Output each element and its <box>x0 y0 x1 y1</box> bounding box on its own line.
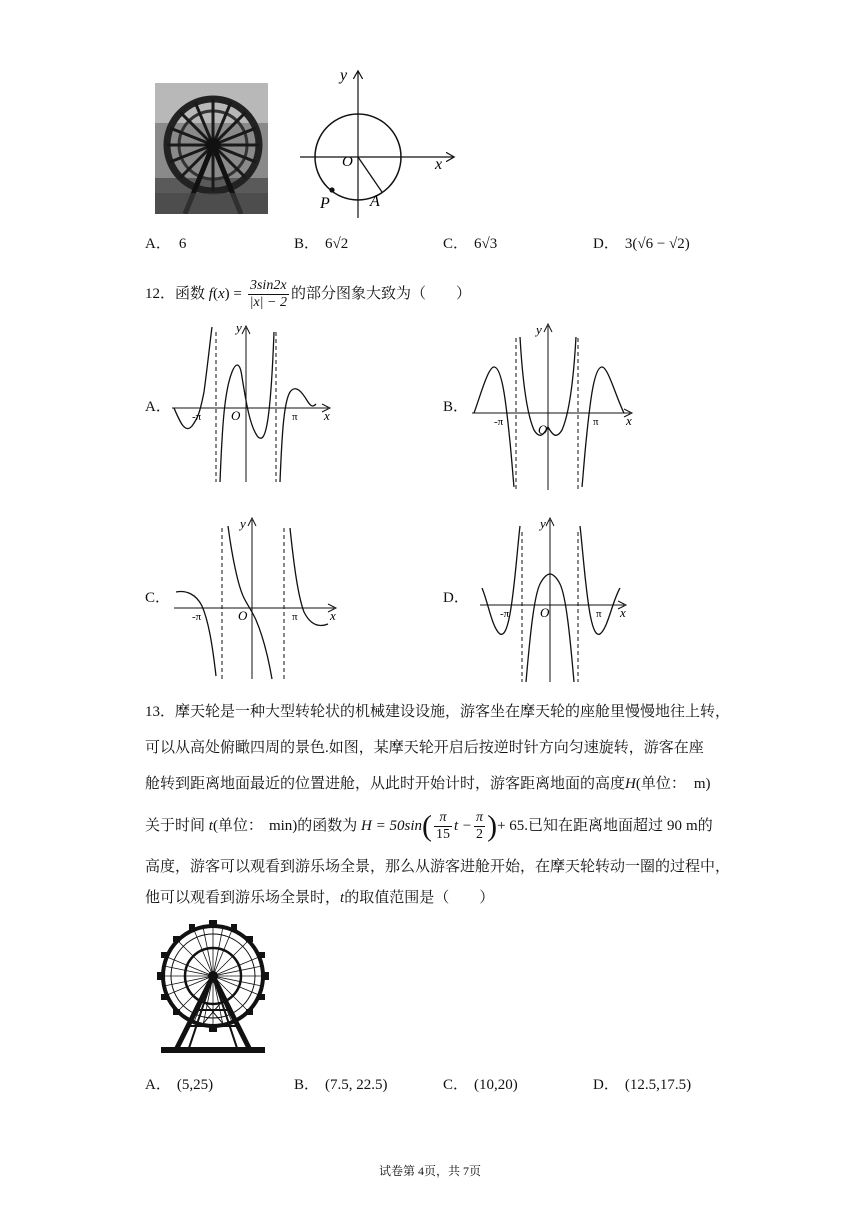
fraction-numerator: π <box>476 810 484 826</box>
fraction-numerator: π <box>434 810 452 827</box>
option-value: (12.5,17.5) <box>624 1077 692 1093</box>
fraction-numerator: 3sin2x <box>248 278 289 295</box>
origin-label: O <box>231 408 241 423</box>
page-footer: 试卷第 4页，共 7页 <box>378 1164 481 1178</box>
fraction-denominator: |x| − 2 <box>249 295 287 310</box>
y-axis-label: y <box>536 322 542 337</box>
unit-circle-diagram <box>298 68 458 218</box>
stem-text: 的 <box>697 818 713 834</box>
height-value: 90 <box>667 818 683 834</box>
x-axis-label: x <box>620 605 626 620</box>
point-a-label: A <box>370 193 380 210</box>
question-number: 12． <box>145 285 176 302</box>
option-letter: A． <box>145 236 171 252</box>
q12-option-c[interactable]: C． <box>145 590 171 606</box>
origin-label: O <box>342 154 353 170</box>
option-letter: D． <box>593 1077 619 1093</box>
option-value: 3(√6 − √2) <box>624 236 690 252</box>
option-value: (10,20) <box>474 1077 518 1093</box>
origin-label: O <box>538 422 548 437</box>
neg-pi-label: -π <box>500 608 510 620</box>
q12-option-a[interactable]: A． <box>145 399 171 415</box>
option-letter: C． <box>443 236 469 252</box>
graph-c <box>172 516 347 681</box>
stem-tail: 的部分图象大致为（ ） <box>290 285 471 302</box>
q13-line-6 <box>145 880 494 916</box>
unit-text: (单位： <box>635 776 686 792</box>
q13-line-2: 可以从高处俯瞰四周的景色.如图，某摩天轮开启后按逆时针方向匀速旋转，游客在座 <box>145 740 704 756</box>
unit-m: m <box>693 776 706 792</box>
option-letter: C． <box>443 1077 469 1093</box>
q11-option-c[interactable] <box>443 234 497 254</box>
fraction-denominator: 2 <box>476 827 484 843</box>
option-letter: A． <box>145 1077 171 1093</box>
fraction-denominator: 15 <box>436 827 450 843</box>
x-axis-label: x <box>324 408 330 423</box>
unit-min: min <box>268 818 293 834</box>
water-wheel-photo <box>155 83 268 214</box>
q13-option-c[interactable] <box>443 1075 518 1095</box>
close-paren: ) <box>705 776 711 792</box>
stem-text: .已知在距离地面超过 <box>524 818 664 834</box>
pi-label: π <box>292 611 298 623</box>
neg-pi-label: -π <box>192 611 202 623</box>
function-name: f <box>208 285 213 302</box>
option-value: 6 <box>178 236 187 252</box>
stem-text: 关于时间 <box>145 818 206 834</box>
y-axis-label: y <box>240 516 246 531</box>
var-t: t <box>208 818 213 834</box>
stem-lead: 函数 <box>175 285 206 302</box>
q13-line-1 <box>145 694 730 730</box>
graph-a <box>170 322 340 487</box>
origin-label: O <box>540 605 550 620</box>
x-axis-label: x <box>330 608 336 623</box>
q12-option-b[interactable]: B． <box>443 399 469 415</box>
pi-label: π <box>593 416 599 428</box>
origin-label: O <box>238 608 248 623</box>
q12-stem: 12．函数 f(x) = $\frac{3\sin 2x}{|x| - 2}$ 的部分图象大致为（ ） <box>145 278 471 310</box>
function-fraction <box>248 278 289 311</box>
stem-text: )的函数为 <box>292 818 358 834</box>
q11-option-a[interactable] <box>145 234 186 254</box>
fraction-pi-2 <box>474 810 485 843</box>
neg-pi-label: -π <box>192 411 202 423</box>
unit-text: (单位： <box>212 818 263 834</box>
neg-pi-label: -π <box>494 416 504 428</box>
x-axis-label: x <box>435 156 443 173</box>
formula-t: t − <box>454 818 473 834</box>
var-t: t <box>340 890 345 906</box>
option-value: (7.5, 22.5) <box>325 1077 388 1093</box>
stem-text: 舱转到距离地面最近的位置进舱，从此时开始计时，游客距离地面的高度 <box>145 776 626 792</box>
q13-line-5: 高度，游客可以观看到游乐场全景，那么从游客进舱开始，在摩天轮转动一圈的过程中， <box>145 859 731 875</box>
graph-d <box>478 516 638 684</box>
q13-line-3 <box>145 766 711 802</box>
q13-option-b[interactable] <box>294 1075 388 1095</box>
q12-option-d[interactable]: D． <box>443 590 469 606</box>
stem-text: 他可以观看到游乐场全景时， <box>145 890 341 906</box>
pi-label: π <box>596 608 602 620</box>
function-arg: x <box>217 285 225 302</box>
fraction-pi-15 <box>434 810 452 843</box>
point-p-label: P <box>320 195 330 212</box>
q11-option-d[interactable] <box>593 234 690 254</box>
graph-b <box>470 322 640 492</box>
var-h: H <box>625 776 636 792</box>
formula-tail: + 65 <box>497 818 525 834</box>
option-value: 6√2 <box>325 236 349 252</box>
option-letter: B． <box>294 1077 320 1093</box>
option-value: (5,25) <box>176 1077 214 1093</box>
q11-option-b[interactable] <box>294 234 348 254</box>
y-axis-label: y <box>236 322 242 335</box>
formula-lhs: H = 50sin <box>361 818 422 834</box>
unit-m: m <box>686 818 698 834</box>
option-letter: B． <box>294 236 320 252</box>
q13-option-a[interactable] <box>145 1075 213 1095</box>
option-value: 6√3 <box>474 236 498 252</box>
stem-text: 摩天轮是一种大型转轮状的机械建设设施，游客坐在摩天轮的座舱里慢慢地往上转， <box>175 704 731 720</box>
ferris-wheel-figure <box>157 920 269 1055</box>
stem-text: 的取值范围是（ ） <box>344 890 495 906</box>
pi-label: π <box>292 411 298 423</box>
y-axis-label: y <box>540 516 546 531</box>
x-axis-label: x <box>626 413 632 428</box>
q13-option-d[interactable] <box>593 1075 691 1095</box>
y-axis-label: y <box>340 68 348 84</box>
q13-line-4: 关于时间 t(单位： min)的函数为 H = 50sin( $\frac{\pi}{15}$ t − $\frac{\pi}{2}$ )+ 65.已知在距离地面超过 90 m的 <box>145 809 713 843</box>
option-letter: D． <box>593 236 619 252</box>
question-number: 13． <box>145 704 176 720</box>
